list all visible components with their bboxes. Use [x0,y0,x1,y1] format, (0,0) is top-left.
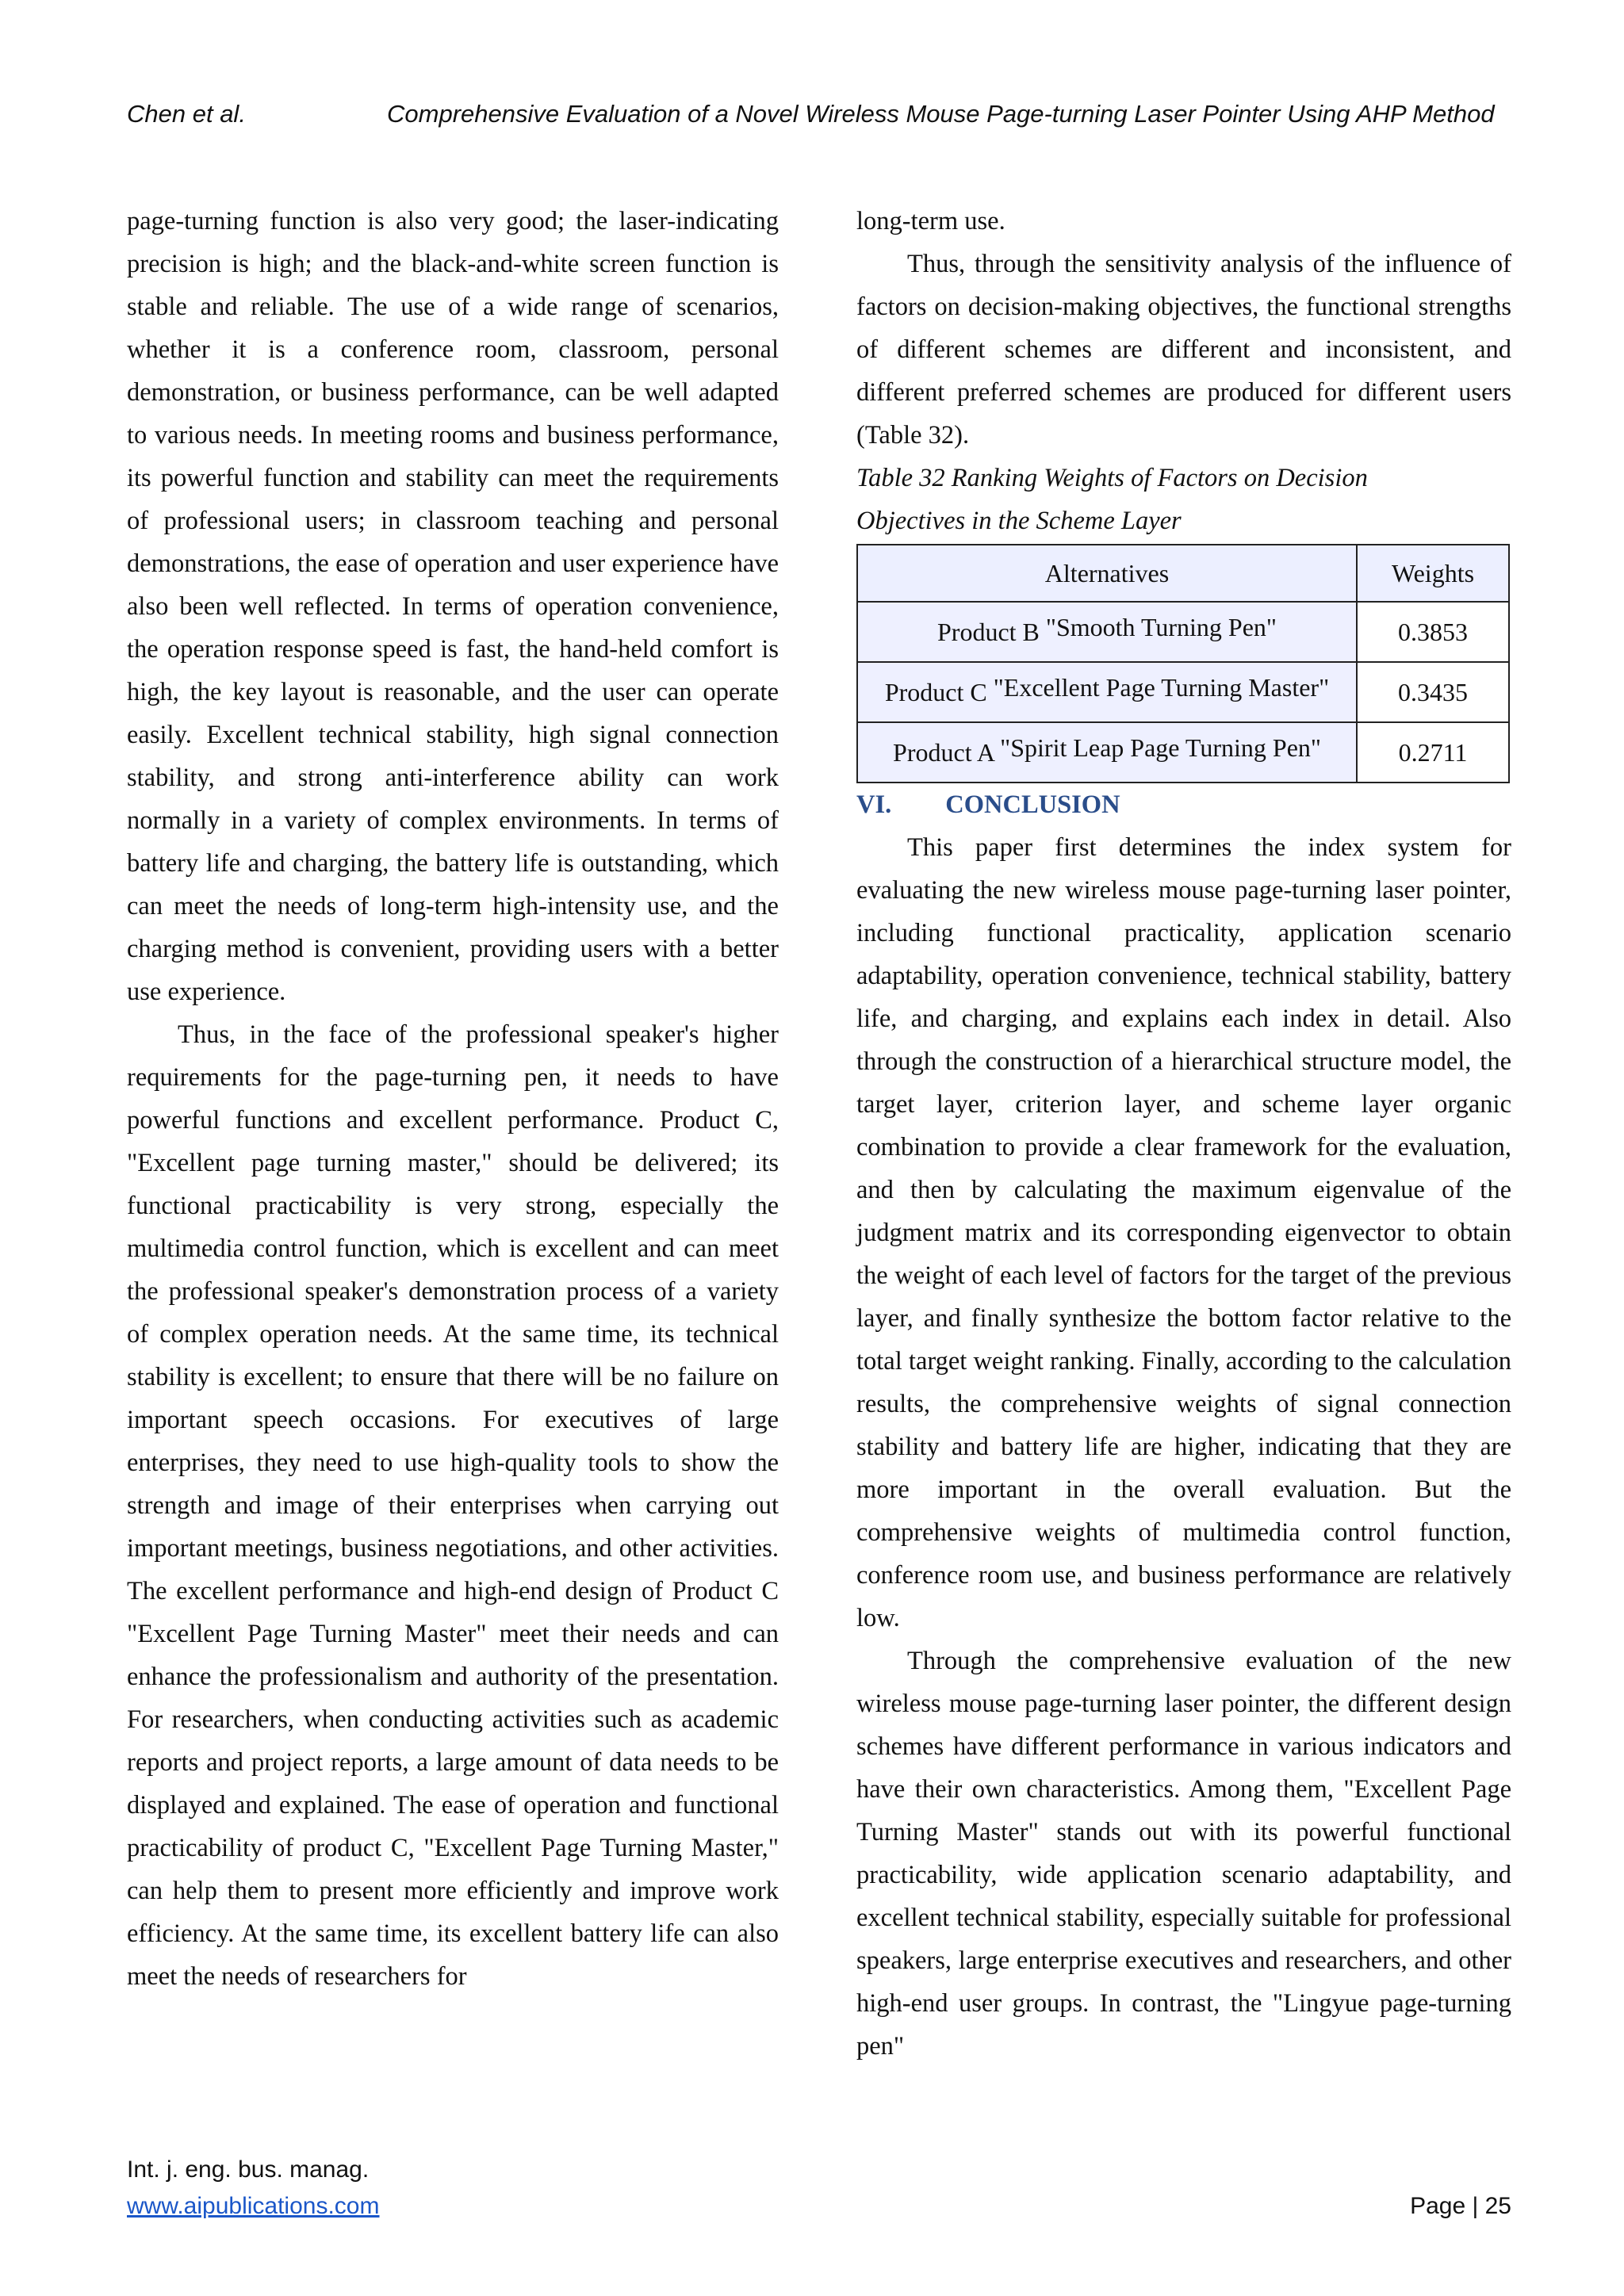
body-paragraph: Thus, through the sensitivity analysis of the influence of factors on decision-making objectives, the functional strengths of different schemes are different and inconsistent, and different preferred schemes are produced for different users (Table 32). [856,250,1511,450]
product-label: Product A [893,738,994,767]
table-caption: Table 32 Ranking Weights of Factors on Decision [856,464,1368,492]
product-label: Product B [937,618,1040,646]
table-cell-weight: 0.3853 [1357,602,1509,662]
body-paragraph: Through the comprehensive evaluation of the new wireless mouse page-turning laser pointer, the different design schemes have different performance in various indicators and have their own characteristics. Among them, "Excellent Page Turning Master" stands out with its powerful functional practicability, wide application scenario adaptability, and excellent technical stability, especially suitable for professional speakers, large enterprise executives and researchers, and other high-end user groups. In contrast, the "Lingyue page-turning pen" [856,1647,1511,2061]
table-cell-alternative [857,722,1357,783]
product-label: Product C [884,678,987,706]
table-row [857,602,1509,662]
right-column [856,200,1511,2068]
table-row [857,722,1509,783]
table-header-alternatives: Alternatives [857,545,1357,602]
product-name: "Excellent Page Turning Master" [993,673,1330,702]
product-name: "Smooth Turning Pen" [1045,613,1277,641]
table-cell-weight: 0.3435 [1357,662,1509,722]
page-number: Page | 25 [1410,2193,1511,2219]
table-cell-weight: 0.2711 [1357,722,1509,783]
table-header-weights: Weights [1357,545,1509,602]
left-column [127,200,779,1998]
footer-journal: Int. j. eng. bus. manag. [127,2156,370,2183]
footer-link[interactable]: www.aipublications.com [127,2193,380,2219]
table-row [857,662,1509,722]
table-cell-alternative [857,662,1357,722]
table-cell-alternative [857,602,1357,662]
ranking-weights-table [856,544,1510,783]
running-header-title: Comprehensive Evaluation of a Novel Wireless Mouse Page-turning Laser Pointer Using AHP Method [387,100,1495,128]
section-title: CONCLUSION [945,790,1120,819]
body-paragraph: Thus, in the face of the professional speaker's higher requirements for the page-turning pen, it needs to have powerful functions and excellent performance. Product C, "Excellent page turning master," should be delivered; its functional practicability is very strong, especially the multimedia control function, which is excellent and can meet the professional speaker's demonstration process of a variety of complex operation needs. At the same time, its technical stability is excellent; to ensure that there will be no failure on important speech occasions. For executives of large enterprises, they need to use high-quality tools to show the strength and image of their enterprises when carrying out important meetings, business negotiations, and other activities. The excellent performance and high-end design of Product C "Excellent Page Turning Master" meet their needs and can enhance the professionalism and authority of the presentation. For researchers, when conducting activities such as academic reports and project reports, a large amount of data needs to be displayed and explained. The ease of operation and functional practicability of product C, "Excellent Page Turning Master," can help them to present more efficiently and improve work efficiency. At the same time, its excellent battery life can also meet the needs of researchers for [127,1020,779,1991]
table-header-row [857,545,1509,602]
section-heading [856,783,1511,826]
body-paragraph: long-term use. [856,207,1005,235]
product-name: "Spirit Leap Page Turning Pen" [1000,733,1321,762]
table-caption: Objectives in the Scheme Layer [856,507,1182,535]
running-header-authors: Chen et al. [127,100,246,128]
section-number: VI. [856,790,892,819]
body-paragraph: page-turning function is also very good; the laser-indicating precision is high; and the black-and-white screen function is stable and reliable. The use of a wide range of scenarios, whether it is a conference room, classroom, personal demonstration, or business performance, can be well adapted to various needs. In meeting rooms and business performance, its powerful function and stability can meet the requirements of professional users; in classroom teaching and personal demonstrations, the ease of operation and user experience have also been well reflected. In terms of operation convenience, the operation response speed is fast, the hand-held comfort is high, the key layout is reasonable, and the user can operate easily. Excellent technical stability, high signal connection stability, and strong anti-interference ability can work normally in a variety of complex environments. In terms of battery life and charging, the battery life is outstanding, which can meet the needs of long-term high-intensity use, and the charging method is convenient, providing users with a better use experience. [127,207,779,1006]
body-paragraph: This paper first determines the index system for evaluating the new wireless mouse page-turning laser pointer, including functional practicality, application scenario adaptability, operation convenience, technical stability, battery life, and charging, and explains each index in detail. Also through the construction of a hierarchical structure model, the target layer, criterion layer, and scheme layer organic combination to provide a clear framework for the evaluation, and then by calculating the maximum eigenvalue of the judgment matrix and its corresponding eigenvector to obtain the weight of each level of factors for the target of the previous layer, and finally synthesize the bottom factor relative to the total target weight ranking. Finally, according to the calculation results, the comprehensive weights of signal connection stability and battery life are higher, indicating that they are more important in the overall evaluation. But the comprehensive weights of multimedia control function, conference room use, and business performance are relatively low. [856,833,1511,1632]
